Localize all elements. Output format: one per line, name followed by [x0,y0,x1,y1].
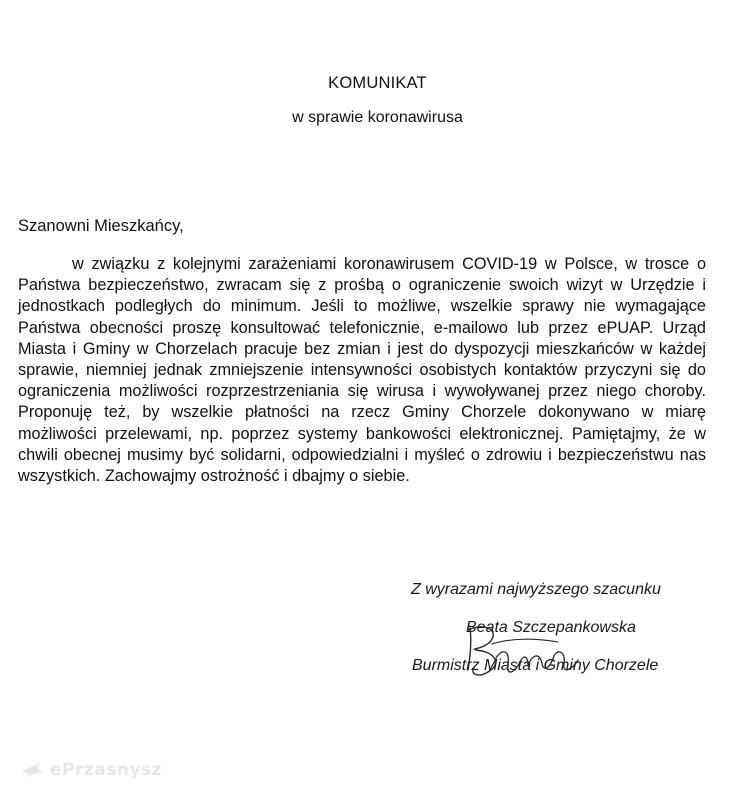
letter-body: w związku z kolejnymi zarażeniami koronawirusem COVID-19 w Polsce, w trosce o Państwa bezpieczeństwo, zwracam się z prośbą o ograniczenie swoich wizyt w Urzędzie i jednostkach podległych do minimum. Jeśli to możliwe, wszelkie sprawy nie wymagające Państwa obecności proszę konsultować telefonicznie, e-mailowo lub przez ePUAP. Urząd Miasta i Gminy w Chorzelach pracuje bez zmian i jest do dyspozycji mieszkańców w każdej sprawie, niemniej jednak zmniejszenie intensywności osobistych kontaktów przyczyni się do ograniczenia możliwości rozprzestrzeniania się wirusa i wywoływanej przez niego choroby. Proponuję też, by wszelkie płatności na rzecz Gminy Chorzele dokonywano w miarę możliwości przelewami, np. poprzez systemy bankowości elektronicznej. Pamiętajmy, że w chwili obecnej musimy być solidarni, odpowiedzialni i myśleć o zdrowiu i bezpieczeństwu nas wszystkich. Zachowajmy ostrożność i dbajmy o siebie. [18,255,706,486]
document-title: KOMUNIKAT [328,74,427,92]
watermark [20,760,162,780]
bird-logo-icon [20,761,46,779]
document-subtitle: w sprawie koronawirusa [292,109,463,126]
handwritten-signature [440,608,590,688]
signature-closing: Z wyrazami najwyższego szacunku [411,581,661,598]
signer-name: Beata Szczepankowska [466,619,636,636]
letter-greeting: Szanowni Mieszkańcy, [18,217,184,235]
watermark-text: ePrzasnysz [50,760,163,780]
signer-role: Burmistrz Miasta i Gminy Chorzele [412,657,659,674]
